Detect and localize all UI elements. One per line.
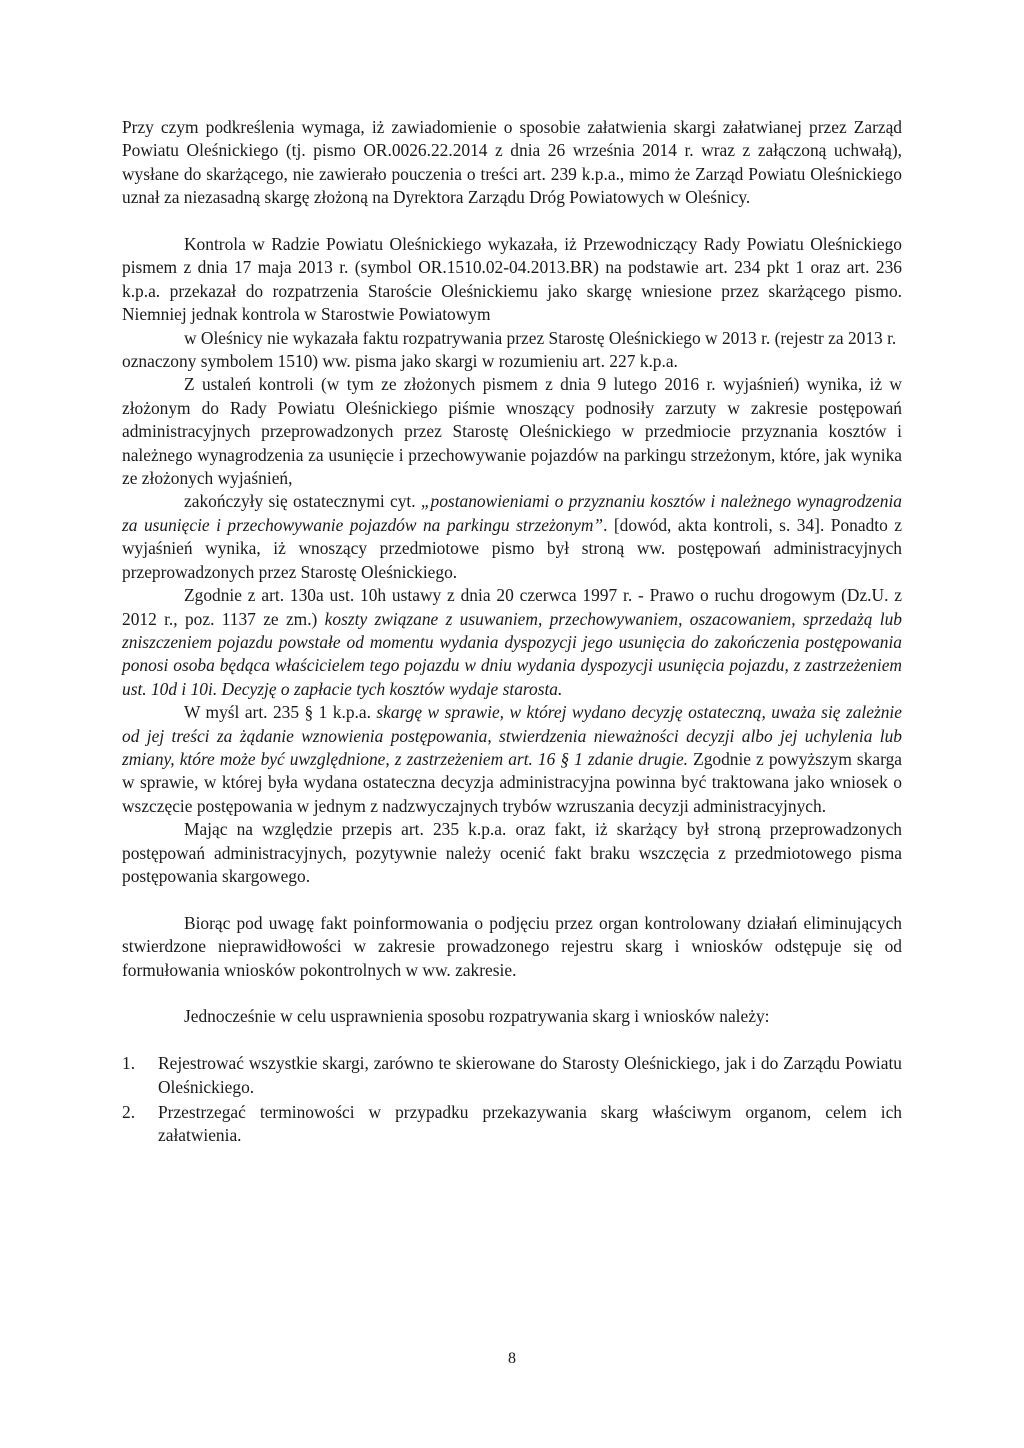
list-item-number: 2. [122, 1102, 136, 1122]
paragraph-complaint-notice: Przy czym podkreślenia wymaga, iż zawiadomienie o sposobie załatwienia skargi załatwianej przez Zarząd Powiatu Oleśnickiego (tj. pismo OR.0026.22.2014 z dnia 26 września 2014 r. wraz z załączoną uchwałą), wysłane do skarżącego, nie zawierało pouczenia o treści art. 239 k.p.a., mimo że Zarząd Powiatu Oleśnickiego uznał za niezasadną skargę złożoną na Dyrektora Zarządu Dróg Powiatowych w Oleśnicy. [122, 117, 902, 208]
paragraph-traffic-law [122, 584, 902, 701]
list-item-number: 1. [122, 1053, 136, 1074]
page-number: 8 [508, 1350, 516, 1367]
kpa-235-quote-part2: § 1 zdanie drugie. [560, 748, 689, 769]
paragraph-conclusion: Biorąc pod uwagę fakt poinformowania o podjęciu przez organ kontrolowany działań eliminujących stwierdzone nieprawidłowości w zakresie prowadzonego rejestru skarg i wniosków odstępuje się od formułowania wniosków pokontrolnych w ww. zakresie. [122, 912, 902, 980]
document-body [122, 116, 902, 1148]
kpa-235-lead-text: W myśl art. 235 § 1 k.p.a. [184, 702, 377, 723]
paragraph-assessment: Mając na względzie przepis art. 235 k.p.a. oraz fakt, iż skarżący był stroną przeprowadzonych postępowań administracyjnych, pozytywnie należy ocenić fakt braku wszczęcia z przedmiotowego pisma postępowania skargowego. [122, 819, 902, 886]
list-item-text: Rejestrować wszystkie skargi, zarówno te skierowane do Starosty Oleśnickiego, jak i do Zarządu Powiatu Oleśnickiego. [158, 1053, 902, 1097]
findings-lead-text: zakończyły się ostatecznymi cyt. [184, 491, 421, 512]
paragraph-findings-part1: Z ustaleń kontroli (w tym ze złożonych pismem z dnia 9 lutego 2016 r. wyjaśnień) wynika, iż w złożonym do Rady Powiatu Oleśnickiego piśmie wnoszący podnosiły zarzuty w zakresie postępowań administracyjnych przeprowadzonych przez Starostę Oleśnickiego w przedmiocie przyznania kosztów i należnego wynagrodzenia za usunięcie i przechowywanie pojazdów na parkingu strzeżonym, które, jak wynika ze złożonych wyjaśnień, [122, 374, 902, 489]
traffic-law-quote: koszty związane z usuwaniem, przechowywaniem, oszacowaniem, sprzedażą lub zniszczeniem pojazdu powstałe od momentu wydania dyspozycji jego usunięcia do zakończenia postępowania ponosi osoba będąca właścicielem tego pojazdu w dniu wydania dyspozycji usunięcia pojazdu, z zastrzeżeniem ust. 10d i 10i. Decyzję o zapłacie tych kosztów wydaje starosta. [122, 608, 902, 699]
paragraph-council-audit-part1: Kontrola w Radzie Powiatu Oleśnickiego wykazała, iż Przewodniczący Rady Powiatu Oleśnickiego pismem z dnia 17 maja 2013 r. (symbol OR.1510.02-04.2013.BR) na podstawie art. 234 pkt 1 oraz art. 236 k.p.a. przekazał do rozpatrzenia Staroście Oleśnickiemu jako skargę wniesione przez skarżącego pismo. Niemniej jednak kontrola w Starostwie Powiatowym [122, 234, 902, 325]
list-item [122, 1101, 902, 1148]
list-item [122, 1052, 902, 1099]
paragraph-recommendations-intro: Jednocześnie w celu usprawnienia sposobu rozpatrywania skarg i wniosków należy: [184, 1006, 770, 1027]
paragraph-findings-part2 [122, 490, 902, 584]
findings-quote: „postanowieniami o przyznaniu kosztów i należnego wynagrodzenia za usunięcie i przechowywanie pojazdów na parkingu strzeżonym” [122, 491, 902, 535]
paragraph-council-audit [122, 233, 902, 373]
paragraph-findings [122, 373, 902, 584]
paragraph-kpa-235 [122, 701, 902, 818]
recommendations-list [122, 1052, 902, 1148]
list-item-text: Przestrzegać terminowości w przypadku przekazywania skarg właściwym organom, celem ich załatwienia. [158, 1102, 902, 1146]
findings-trailing-text: . [dowód, akta kontroli, s. 34]. Ponadto z wyjaśnień wynika, iż wnoszący przedmiotowe pismo był stroną ww. postępowań administracyjnych przeprowadzonych przez Starostę Oleśnickiego. [122, 514, 902, 582]
paragraph-council-audit-part2: w Oleśnicy nie wykazała faktu rozpatrywania przez Starostę Oleśnickiego w 2013 r. (rejestr za 2013 r. oznaczony symbolem 1510) ww. pisma jako skargi w rozumieniu art. 227 k.p.a. [122, 327, 897, 372]
kpa-235-quote-part1: skargę w sprawie, w której wydano decyzję ostateczną, uważa się zależnie od jej treści za żądanie wznowienia postępowania, stwierdzenia nieważności decyzji albo jej uchylenia lub zmiany, które może być uwzględnione, z zastrzeżeniem art. 16 [122, 702, 902, 769]
kpa-235-trailing-text: Zgodnie z powyższym skarga w sprawie, w której była wydana ostateczna decyzja administracyjna powinna być traktowana jako wniosek o wszczęcie postępowania w jednym z nadzwyczajnych trybów wzruszania decyzji administracyjnych. [122, 748, 902, 816]
traffic-law-lead-text: Zgodnie z art. 130a ust. 10h ustawy z dnia 20 czerwca 1997 r. - Prawo o ruchu drogowym (Dz.U. z 2012 r., poz. 1137 ze zm.) [122, 585, 902, 629]
